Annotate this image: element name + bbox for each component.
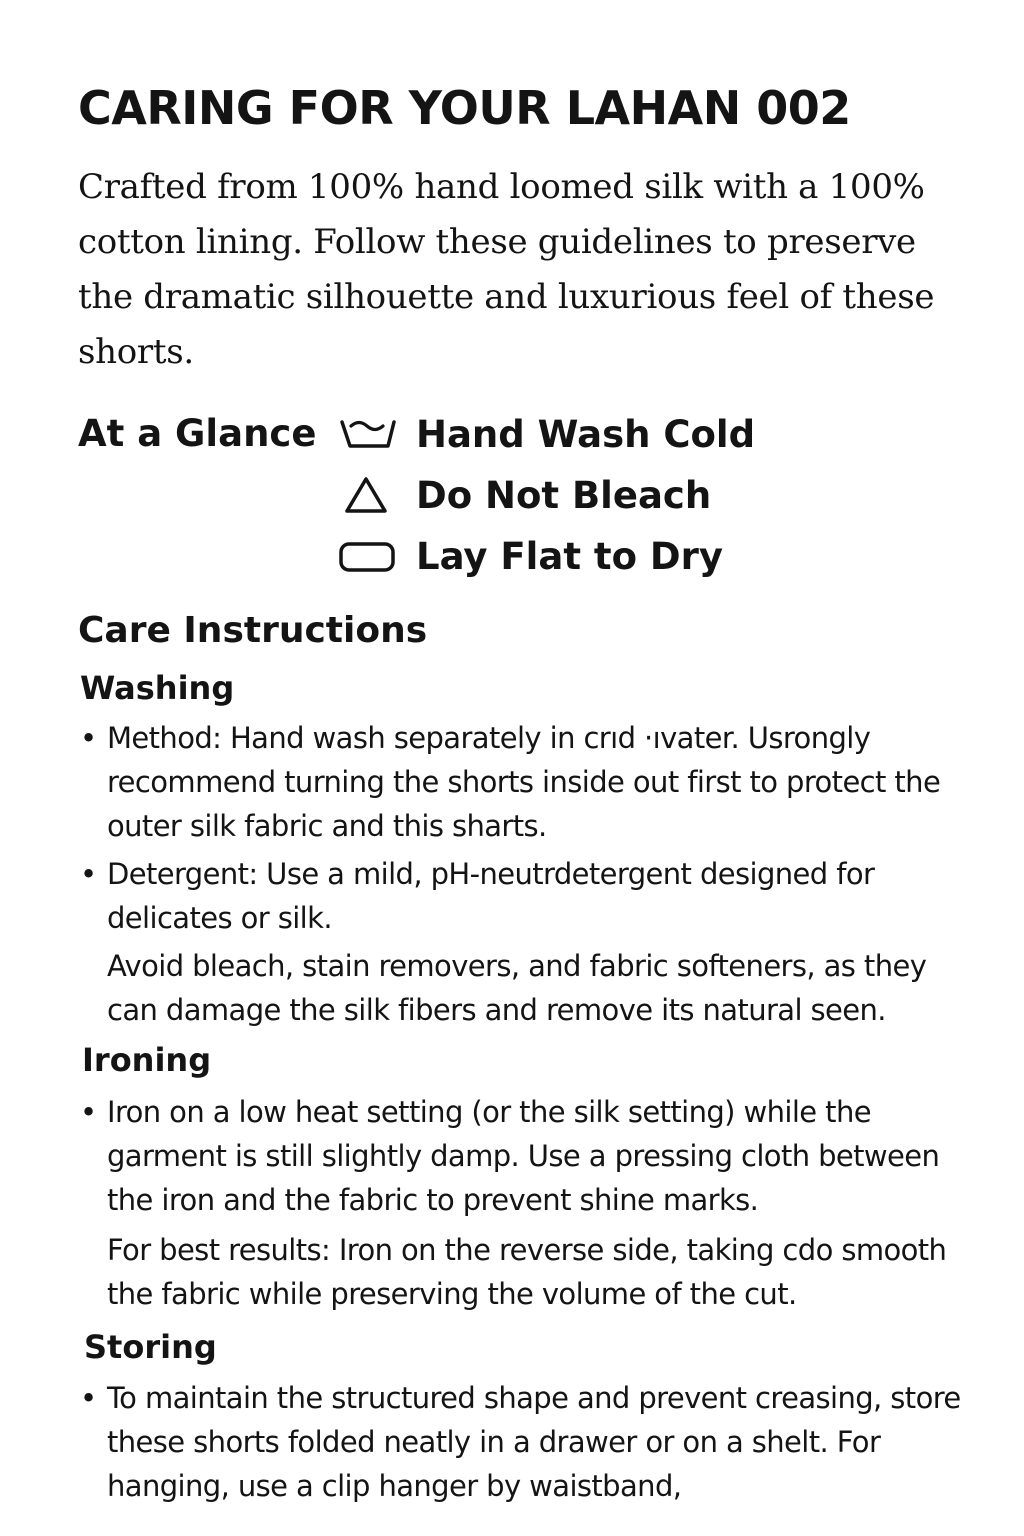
storing-item: • To maintain the structured shape and prevent creasing, store these shorts folded neatly in a drawer or on a shelt. For hanging, use a clip hanger by waistband, [80, 1376, 975, 1508]
intro-paragraph: Crafted from 100% hand loomed silk with a 100% cotton lining. Follow these guidelines to preserve the dramatic silhouette and luxurious feel of these shorts. [78, 167, 935, 372]
washing-detergent-item: • Detergent: Use a mild, pH-neutrdetergent designed for delicates or silk. [80, 852, 975, 940]
glance-item-do-not-bleach [338, 467, 711, 523]
hand-wash-tub-icon [338, 414, 396, 454]
storing-heading: Storing [84, 1328, 217, 1366]
glance-item-hand-wash [338, 406, 755, 462]
glance-label-do-not-bleach: Do Not Bleach [416, 473, 712, 517]
washing-method-item: • Method: Hand wash separately in crıd ·ıvater. Usrongly recommend turning the shorts inside out first to protect the outer silk fabric and this sharts. [80, 716, 975, 848]
washing-heading: Washing [80, 669, 235, 707]
rectangle-icon [338, 536, 396, 576]
glance-item-lay-flat [338, 528, 723, 584]
page-title: CARING FOR YOUR LAHAN 002 [78, 81, 851, 135]
at-a-glance-heading: At a Glance [78, 412, 317, 455]
care-instructions-heading: Care Instructions [78, 610, 428, 651]
glance-label-hand-wash: Hand Wash Cold [416, 412, 756, 456]
ironing-best-results-note: For best results: Iron on the reverse side, taking cdo smooth the fabric while preserving the volume of the cut. [107, 1233, 947, 1311]
ironing-heading: Ironing [82, 1041, 212, 1079]
glance-label-lay-flat: Lay Flat to Dry [416, 534, 723, 578]
washing-avoid-note: Avoid bleach, stain removers, and fabric softeners, as they can damage the silk fibers and remove its natural seen. [107, 949, 927, 1027]
ironing-item: • Iron on a low heat setting (or the silk setting) while the garment is still slightly damp. Use a pressing cloth between the iron and the fabric to prevent shine marks. [80, 1090, 975, 1222]
triangle-icon [338, 475, 396, 515]
